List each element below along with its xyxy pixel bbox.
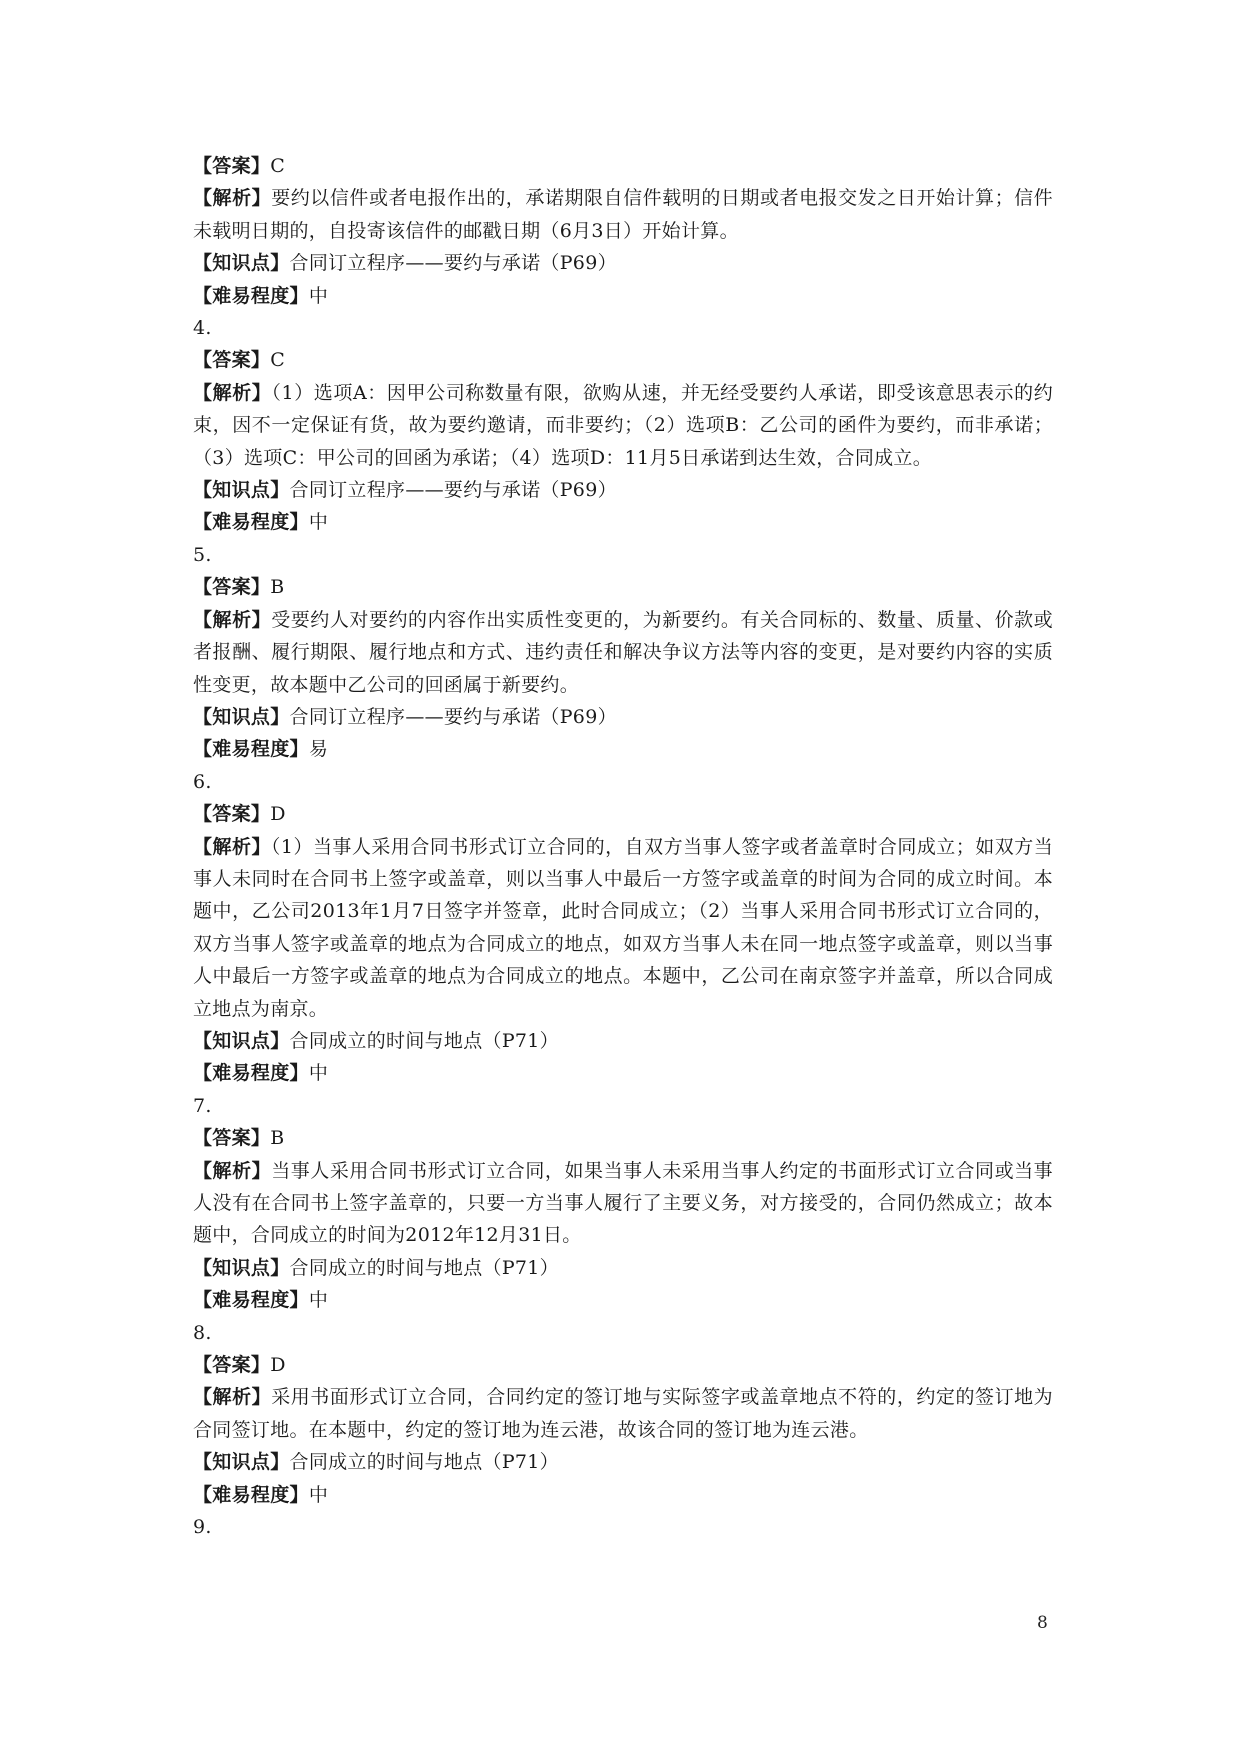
analysis-label: 【解析】 — [193, 381, 272, 404]
knowledge-point-text: 合同成立的时间与地点（P71） — [289, 1029, 559, 1052]
difficulty-entry — [193, 506, 1053, 538]
question-number: 8. — [193, 1321, 212, 1344]
difficulty-text: 中 — [308, 1289, 329, 1312]
knowledge-point-entry — [193, 1252, 1053, 1284]
analysis-label: 【解析】 — [193, 187, 272, 210]
knowledge-point-entry — [193, 701, 1053, 733]
question-number: 6. — [193, 770, 212, 793]
question-number: 9. — [193, 1516, 212, 1539]
difficulty-entry — [193, 1284, 1053, 1316]
knowledge-point-entry — [193, 247, 1053, 279]
answer-label: 【答案】 — [193, 155, 271, 177]
knowledge-point-text: 合同订立程序——要约与承诺（P69） — [289, 479, 617, 502]
difficulty-label: 【难易程度】 — [193, 1289, 309, 1312]
analysis-entry — [193, 1155, 1053, 1252]
analysis-text: 要约以信件或者电报作出的，承诺期限自信件载明的日期或者电报交发之日开始计算；信件未载明日期的，自投寄该信件的邮戳日期（6月3日）开始计算。 — [193, 187, 1053, 242]
analysis-text: （1）选项A：因甲公司称数量有限，欲购从速，并无经受要约人承诺，即受该意思表示的约束，因不一定保证有货，故为要约邀请，而非要约；（2）选项B：乙公司的函件为要约，而非承诺；（3）选项C：甲公司的回函为承诺；（4）选项D：11月5日承诺到达生效，合同成立。 — [193, 381, 1053, 469]
difficulty-entry — [193, 1057, 1053, 1089]
difficulty-text: 中 — [308, 511, 329, 534]
analysis-label: 【解析】 — [193, 608, 272, 631]
answer-key-content — [193, 150, 1053, 1543]
answer-text: B — [270, 576, 285, 599]
difficulty-label: 【难易程度】 — [193, 1062, 309, 1085]
difficulty-entry — [193, 733, 1053, 765]
difficulty-text: 易 — [308, 738, 329, 761]
answer-label: 【答案】 — [193, 1127, 271, 1150]
question-number: 7. — [193, 1094, 212, 1117]
knowledge-point-text: 合同订立程序——要约与承诺（P69） — [289, 705, 617, 728]
answer-entry — [193, 1122, 1053, 1154]
answer-label: 【答案】 — [193, 576, 271, 599]
answer-text: D — [270, 803, 286, 826]
knowledge-point-text: 合同成立的时间与地点（P71） — [289, 1256, 559, 1279]
knowledge-point-entry — [193, 1025, 1053, 1057]
analysis-text: （1）当事人采用合同书形式订立合同的，自双方当事人签字或者盖章时合同成立；如双方当事人未同时在合同书上签字或盖章，则以当事人中最后一方签字或盖章的时间为合同的成立时间。本题中，乙公司2013年1月7日签字并签章，此时合同成立；（2）当事人采用合同书形式订立合同的，双方当事人签字或盖章的地点为合同成立的地点，如双方当事人未在同一地点签字或盖章，则以当事人中最后一方签字或盖章的地点为合同成立的地点。本题中，乙公司在南京签字并盖章，所以合同成立地点为南京。 — [193, 835, 1053, 1020]
answer-label: 【答案】 — [193, 1354, 271, 1377]
answer-entry — [193, 344, 1053, 376]
analysis-text: 受要约人对要约的内容作出实质性变更的，为新要约。有关合同标的、数量、质量、价款或者报酬、履行期限、履行地点和方式、违约责任和解决争议方法等内容的变更，是对要约内容的实质性变更，故本题中乙公司的回函属于新要约。 — [193, 608, 1053, 696]
question-number: 5. — [193, 543, 212, 566]
knowledge-point-entry — [193, 1446, 1053, 1478]
analysis-entry — [193, 604, 1053, 701]
answer-text: C — [270, 155, 286, 177]
difficulty-text: 中 — [308, 284, 329, 307]
answer-text: B — [270, 1127, 285, 1150]
analysis-label: 【解析】 — [193, 835, 271, 858]
analysis-text: 当事人采用合同书形式订立合同，如果当事人未采用当事人约定的书面形式订立合同或当事人没有在合同书上签字盖章的，只要一方当事人履行了主要义务，对方接受的，合同仍然成立；故本题中，合同成立的时间为2012年12月31日。 — [193, 1159, 1053, 1247]
question-number: 4. — [193, 317, 212, 340]
knowledge-point-text: 合同成立的时间与地点（P71） — [289, 1451, 559, 1474]
difficulty-text: 中 — [308, 1062, 329, 1085]
answer-entry — [193, 571, 1053, 603]
difficulty-text: 中 — [308, 1483, 329, 1506]
analysis-text: 采用书面形式订立合同，合同约定的签订地与实际签字或盖章地点不符的，约定的签订地为合同签订地。在本题中，约定的签订地为连云港，故该合同的签订地为连云港。 — [193, 1386, 1053, 1441]
difficulty-entry — [193, 1479, 1053, 1511]
answer-label: 【答案】 — [193, 803, 271, 826]
knowledge-point-label: 【知识点】 — [193, 479, 290, 502]
answer-text: D — [270, 1354, 286, 1377]
knowledge-point-entry — [193, 474, 1053, 506]
knowledge-point-text: 合同订立程序——要约与承诺（P69） — [289, 252, 617, 275]
difficulty-label: 【难易程度】 — [193, 284, 309, 307]
difficulty-label: 【难易程度】 — [193, 1483, 309, 1506]
answer-entry — [193, 150, 1053, 182]
answer-text: C — [270, 349, 286, 372]
knowledge-point-label: 【知识点】 — [193, 252, 290, 275]
answer-entry — [193, 1349, 1053, 1381]
difficulty-label: 【难易程度】 — [193, 738, 309, 761]
knowledge-point-label: 【知识点】 — [193, 705, 290, 728]
analysis-entry — [193, 182, 1053, 247]
analysis-label: 【解析】 — [193, 1159, 272, 1182]
analysis-label: 【解析】 — [193, 1386, 272, 1409]
knowledge-point-label: 【知识点】 — [193, 1451, 290, 1474]
difficulty-label: 【难易程度】 — [193, 511, 309, 534]
answer-entry — [193, 798, 1053, 830]
answer-label: 【答案】 — [193, 349, 271, 372]
analysis-entry — [193, 831, 1053, 1025]
analysis-entry — [193, 377, 1053, 474]
knowledge-point-label: 【知识点】 — [193, 1256, 290, 1279]
knowledge-point-label: 【知识点】 — [193, 1029, 290, 1052]
page-number: 8 — [1037, 1613, 1048, 1633]
analysis-entry — [193, 1381, 1053, 1446]
difficulty-entry — [193, 280, 1053, 312]
